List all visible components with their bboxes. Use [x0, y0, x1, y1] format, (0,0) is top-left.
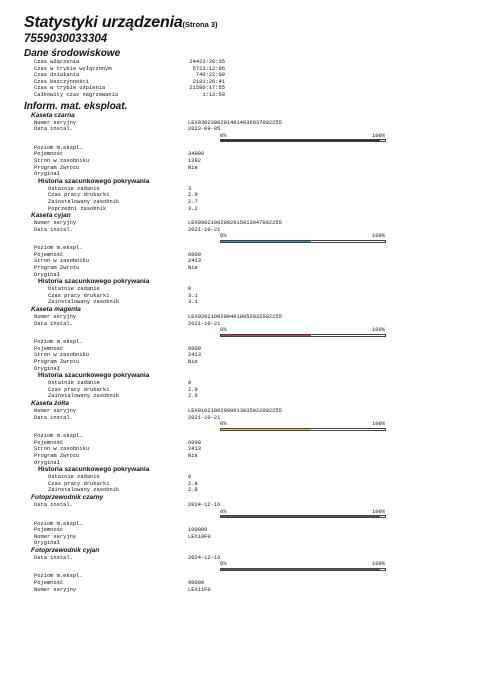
serial-row-label: Numer seryjny: [34, 407, 77, 414]
installed-row: [24, 299, 480, 306]
serial-row: [24, 120, 480, 127]
program-row: [24, 359, 480, 366]
capacity-row-value: 6000: [188, 345, 201, 352]
env-row-label: Całkowity czas nagrzewania: [34, 91, 119, 98]
level-bar: [220, 568, 386, 571]
printer-time-row-label: Czas pracy drukarki: [48, 192, 110, 199]
capacity-row-value: 100000: [188, 527, 208, 534]
cartridge-heading: Kaseta żółta: [31, 399, 69, 407]
installed-row: [24, 393, 480, 400]
level-row: [24, 573, 480, 580]
printer-time-row: [24, 293, 480, 300]
pages-row-label: Stron w zasobniku: [34, 446, 89, 453]
program-row-value: Nie: [188, 359, 198, 365]
level-bar: [220, 428, 386, 431]
level-bar: [220, 240, 386, 243]
pages-row-value: 1392: [188, 157, 201, 164]
install-row-value: 2021-10-21: [188, 414, 221, 421]
env-row-value: 740:22:09: [195, 72, 225, 79]
capacity-row: [24, 252, 480, 259]
env-row: [24, 85, 480, 92]
history-heading: Historia szacunkowego pokrywania: [38, 372, 150, 380]
serial-row-value: LEX03023002014014036037002255: [188, 119, 282, 126]
serial-row: [24, 408, 480, 415]
env-row: [24, 66, 480, 73]
scale-max-label: 100%: [372, 561, 385, 568]
cartridge-level-scale: [24, 233, 480, 245]
photoconductor-section: [24, 494, 480, 547]
last-job-row: [24, 474, 480, 481]
env-row: [24, 72, 480, 79]
install-row: [24, 321, 480, 328]
pages-row-label: Stron w zasobniku: [34, 157, 89, 164]
previous-row-value: 3.2: [188, 205, 198, 212]
serial-row-label: Numer seryjny: [34, 533, 77, 540]
serial-row: [24, 314, 480, 321]
last-job-row-value: 0: [188, 286, 192, 293]
capacity-row-value: 90000: [188, 580, 205, 587]
install-row-label: Data instal.: [34, 126, 73, 133]
cartridge-heading: Kaseta magenta: [31, 306, 81, 314]
level-row: [24, 145, 480, 152]
env-row-label: Czas włączenia: [34, 59, 80, 65]
photoconductor-heading: Fotoprzewodnik cyjan: [31, 546, 100, 554]
program-row: [24, 453, 480, 460]
installed-row-label: Zainstalowany zasobnik: [48, 299, 120, 306]
env-heading: Dane środowiskowe: [24, 48, 121, 59]
level-row-label: Poziom m.ekspl.: [34, 144, 83, 151]
serial-row-label: Numer seryjny: [34, 314, 77, 321]
program-row-value: Nie: [188, 265, 198, 272]
consumables-list: [24, 112, 480, 594]
install-row-label: Data instal.: [34, 226, 73, 233]
pages-row: [24, 352, 480, 359]
cartridge-level-scale: [24, 421, 480, 433]
printer-time-row: [24, 192, 480, 199]
env-row-label: Czas w trybie wyłączonym: [34, 65, 112, 72]
capacity-row-value: 6000: [188, 439, 201, 446]
cartridge-section: [24, 212, 480, 306]
serial-row-value: LEX11F0: [188, 586, 211, 593]
page-number-label: (Strona 3): [182, 20, 218, 29]
installed-row: [24, 199, 480, 206]
install-row: [24, 555, 480, 562]
history-heading: Historia szacunkowego pokrywania: [38, 278, 150, 286]
title-text: Statystyki urządzenia: [24, 14, 183, 31]
pages-row: [24, 158, 480, 165]
install-row-value: 2021-10-21: [188, 226, 221, 233]
scale-min-label: 0%: [220, 233, 227, 240]
installed-row-label: Zainstalowany zasobnik: [48, 198, 120, 205]
scale-max-label: 100%: [372, 508, 385, 515]
printer-time-row-label: Czas pracy drukarki: [48, 386, 110, 393]
installed-row: [24, 487, 480, 494]
photoconductor-section: [24, 547, 480, 593]
printer-time-row-value: 2.9: [188, 192, 198, 199]
install-row: [24, 415, 480, 422]
env-row-value: 21580:17:55: [189, 85, 225, 92]
level-row: [24, 245, 480, 252]
serial-row-label: Numer seryjny: [34, 220, 77, 227]
program-row-label: Program Zwrotu: [34, 359, 80, 365]
program-row: [24, 265, 480, 272]
level-row: [24, 521, 480, 528]
scale-min-label: 0%: [220, 561, 227, 568]
page-title: [24, 14, 480, 33]
printer-time-row: [24, 387, 480, 394]
original-row: [24, 540, 480, 547]
original-row-label: Oryginał: [34, 171, 60, 178]
pages-row: [24, 258, 480, 265]
env-row: [24, 59, 480, 66]
level-bar-fill: [221, 241, 311, 242]
capacity-row-value: 6000: [188, 251, 201, 258]
scale-max-label: 100%: [372, 233, 385, 240]
installed-row-value: 2.9: [188, 393, 198, 400]
capacity-row: [24, 440, 480, 447]
previous-row-label: Poprzedni zasobnik: [48, 205, 107, 212]
serial-row-value: LEX10F0: [188, 533, 211, 540]
level-bar-fill: [221, 335, 311, 336]
capacity-row-label: Pojemność: [34, 580, 64, 587]
scale-min-label: 0%: [220, 327, 227, 334]
install-row-label: Data instal.: [34, 414, 73, 421]
printer-time-row-label: Czas pracy drukarki: [48, 292, 110, 299]
printer-time-row-value: 2.9: [188, 386, 198, 393]
printer-time-row-value: 3.1: [188, 292, 198, 299]
level-row: [24, 339, 480, 346]
installed-row-value: 3.1: [188, 299, 198, 306]
scale-min-label: 0%: [220, 132, 227, 139]
install-row-label: Data instal.: [34, 320, 73, 327]
cartridge-section: [24, 306, 480, 400]
install-row: [24, 227, 480, 234]
env-row-value: 2101:26:41: [192, 78, 225, 85]
install-row: [24, 126, 480, 133]
last-job-row: [24, 380, 480, 387]
capacity-row: [24, 580, 480, 587]
last-job-row-value: 3: [188, 185, 192, 192]
installed-row-value: 2.8: [188, 487, 198, 494]
cartridge-heading: Kaseta czarna: [31, 111, 75, 119]
capacity-row: [24, 527, 480, 534]
level-row-label: Poziom m.ekspl.: [34, 245, 83, 252]
capacity-row-label: Pojemność: [34, 251, 64, 258]
env-row-label: Czas w trybie uśpienia: [34, 85, 106, 92]
photoconductor-level-scale: [24, 561, 480, 573]
env-row-value: 5723:12:06: [192, 65, 225, 72]
printer-time-row-value: 2.8: [188, 480, 198, 487]
installed-row-label: Zainstalowany zasobnik: [48, 487, 120, 494]
install-row-value: 2021-10-21: [188, 320, 221, 327]
level-bar-fill: [221, 516, 380, 517]
serial-row-label: Numer seryjny: [34, 119, 77, 126]
cartridge-section: [24, 112, 480, 213]
level-row-label: Poziom m.ekspl.: [34, 433, 83, 440]
consumables-heading: Inform. mat. eksploat.: [24, 100, 128, 112]
program-row: [24, 165, 480, 172]
program-row-value: Nie: [188, 164, 198, 171]
pages-row-label: Stron w zasobniku: [34, 352, 89, 359]
pages-row-label: Stron w zasobniku: [34, 258, 89, 265]
cartridge-heading: Kaseta cyjan: [31, 212, 71, 220]
original-row-label: Oryginał: [34, 365, 60, 372]
serial-row-value: LEX00021002002015013047002255: [188, 220, 282, 227]
pages-row-value: 2413: [188, 352, 201, 359]
level-bar-fill: [221, 569, 380, 570]
last-job-row-value: 0: [188, 474, 192, 481]
install-row-label: Data instal.: [34, 554, 73, 561]
program-row-label: Program Zwrotu: [34, 164, 80, 171]
level-bar-fill: [221, 429, 311, 430]
last-job-row-value: 0: [188, 380, 192, 387]
install-row-value: 2023-09-05: [188, 126, 221, 133]
serial-row-label: Numer seryjny: [34, 586, 77, 593]
previous-row: [24, 206, 480, 213]
install-row-value: 2024-12-16: [188, 554, 221, 561]
capacity-row: [24, 151, 480, 158]
level-row: [24, 433, 480, 440]
serial-row: [24, 587, 480, 594]
installed-row-value: 2.7: [188, 198, 198, 205]
original-row-label: Oryginał: [34, 540, 60, 547]
serial-row-value: LEX02021002004010052032002255: [188, 314, 282, 321]
cartridge-section: [24, 400, 480, 494]
env-table: [24, 59, 480, 99]
last-job-row-label: Ostatnie zadanie: [48, 286, 100, 293]
env-row-label: Czas bezczynności: [34, 78, 89, 85]
capacity-row-label: Pojemność: [34, 439, 64, 446]
level-row-label: Poziom m.ekspl.: [34, 520, 83, 527]
last-job-row: [24, 286, 480, 293]
install-row: [24, 502, 480, 509]
capacity-row-label: Pojemność: [34, 151, 64, 158]
pages-row-value: 2413: [188, 446, 201, 453]
printer-time-row: [24, 481, 480, 488]
original-row: [24, 460, 480, 467]
install-row-value: 2024-12-16: [188, 501, 221, 508]
env-row: [24, 79, 480, 86]
original-row: [24, 171, 480, 178]
scale-max-label: 100%: [372, 421, 385, 428]
program-row-label: Program Zwrotu: [34, 265, 80, 272]
last-job-row: [24, 186, 480, 193]
capacity-row-label: Pojemność: [34, 345, 64, 352]
printer-time-row-label: Czas pracy drukarki: [48, 480, 110, 487]
level-row-label: Poziom m.ekspl.: [34, 573, 83, 580]
scale-min-label: 0%: [220, 421, 227, 428]
program-row-label: Program Zwrotu: [34, 452, 80, 459]
level-bar: [220, 334, 386, 337]
cartridge-level-scale: [24, 133, 480, 145]
capacity-row-value: 34000: [188, 151, 205, 158]
scale-max-label: 100%: [372, 327, 385, 334]
serial-row-value: LEX01021002008013035022002255: [188, 407, 282, 414]
capacity-row: [24, 346, 480, 353]
serial-row: [24, 534, 480, 541]
install-row-label: Data instal.: [34, 501, 73, 508]
device-serial: 7559030033304: [24, 33, 108, 45]
original-row-label: Oryginał: [34, 459, 60, 466]
level-bar: [220, 139, 386, 142]
capacity-row-label: Pojemność: [34, 527, 64, 534]
original-row: [24, 272, 480, 279]
env-row-label: Czas działania: [34, 72, 80, 79]
serial-row: [24, 220, 480, 227]
scale-min-label: 0%: [220, 508, 227, 515]
program-row-value: Nie: [188, 452, 198, 459]
cartridge-level-scale: [24, 327, 480, 339]
last-job-row-label: Ostatnie zadanie: [48, 380, 100, 387]
env-row: [24, 92, 480, 99]
original-row: [24, 366, 480, 373]
pages-row: [24, 446, 480, 453]
last-job-row-label: Ostatnie zadanie: [48, 185, 100, 192]
photoconductor-heading: Fotoprzewodnik czarny: [31, 493, 104, 501]
level-bar-fill: [221, 140, 380, 141]
level-row-label: Poziom m.ekspl.: [34, 339, 83, 346]
env-row-value: 24423:20:35: [189, 59, 225, 65]
history-heading: Historia szacunkowego pokrywania: [38, 177, 150, 185]
level-bar: [220, 515, 386, 518]
photoconductor-level-scale: [24, 509, 480, 521]
scale-max-label: 100%: [372, 132, 385, 139]
original-row-label: Oryginał: [34, 271, 60, 278]
installed-row-label: Zainstalowany zasobnik: [48, 393, 120, 400]
pages-row-value: 2413: [188, 258, 201, 265]
last-job-row-label: Ostatnie zadanie: [48, 474, 100, 481]
env-row-value: 1:13:50: [202, 91, 225, 98]
history-heading: Historia szacunkowego pokrywania: [38, 466, 150, 474]
